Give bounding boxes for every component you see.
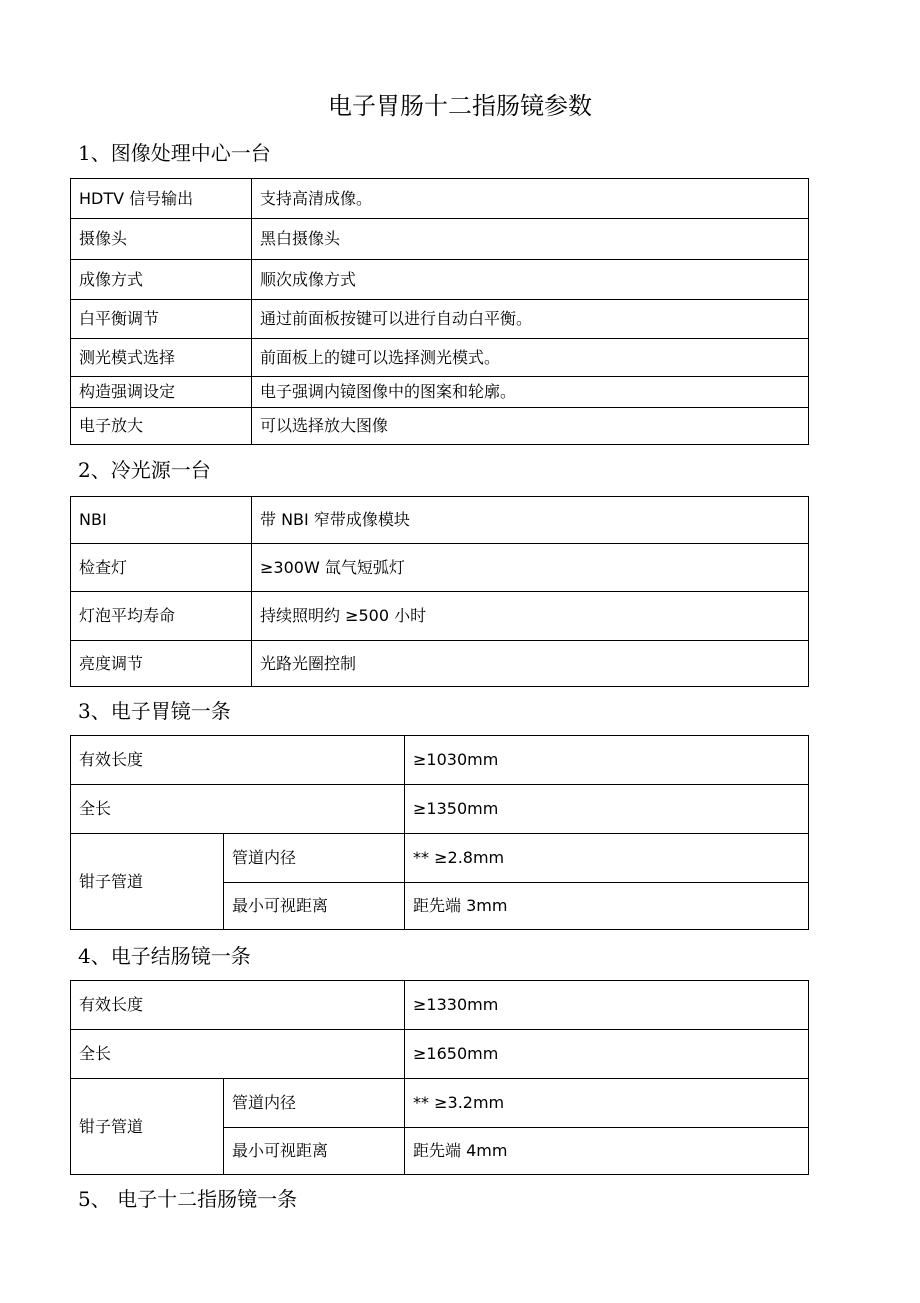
row-label: 最小可视距离 — [224, 1128, 405, 1175]
row-label: 测光模式选择 — [71, 339, 252, 377]
table-row — [71, 981, 809, 1030]
row-value: ≥1650mm — [405, 1030, 809, 1079]
table-row — [71, 300, 809, 339]
row-label: 电子放大 — [71, 408, 252, 445]
row-label: HDTV 信号输出 — [71, 179, 252, 219]
row-label: 灯泡平均寿命 — [71, 592, 252, 641]
page-title: 电子胃肠十二指肠镜参数 — [328, 92, 592, 120]
table-row — [71, 1079, 809, 1128]
row-value: 光路光圈控制 — [252, 641, 809, 687]
section-2-heading: 2、冷光源一台 — [78, 458, 211, 482]
row-label: 构造强调设定 — [71, 377, 252, 408]
row-value: ≥1330mm — [405, 981, 809, 1030]
row-value: ** ≥3.2mm — [405, 1079, 809, 1128]
section-1-table — [70, 178, 809, 445]
table-row — [71, 736, 809, 785]
row-value: 距先端 3mm — [405, 883, 809, 930]
section-1-heading: 1、图像处理中心一台 — [78, 141, 271, 165]
row-label: 全长 — [71, 785, 405, 834]
row-label: 检查灯 — [71, 544, 252, 592]
channel-label: 钳子管道 — [71, 1079, 224, 1175]
row-label: NBI — [71, 497, 252, 544]
table-row — [71, 377, 809, 408]
row-value: ** ≥2.8mm — [405, 834, 809, 883]
table-row — [71, 834, 809, 883]
row-label: 最小可视距离 — [224, 883, 405, 930]
table-row — [71, 408, 809, 445]
row-label: 摄像头 — [71, 219, 252, 260]
row-value: 前面板上的键可以选择测光模式。 — [252, 339, 809, 377]
row-value: 顺次成像方式 — [252, 260, 809, 300]
table-row — [71, 592, 809, 641]
row-value: 支持高清成像。 — [252, 179, 809, 219]
row-label: 亮度调节 — [71, 641, 252, 687]
channel-label: 钳子管道 — [71, 834, 224, 930]
table-row — [71, 1030, 809, 1079]
row-value: 持续照明约 ≥500 小时 — [252, 592, 809, 641]
row-label: 成像方式 — [71, 260, 252, 300]
row-value: 通过前面板按键可以进行自动白平衡。 — [252, 300, 809, 339]
section-2-table — [70, 496, 809, 687]
table-row — [71, 544, 809, 592]
row-label: 有效长度 — [71, 981, 405, 1030]
row-label: 全长 — [71, 1030, 405, 1079]
row-label: 管道内径 — [224, 1079, 405, 1128]
row-value: 可以选择放大图像 — [252, 408, 809, 445]
table-row — [71, 179, 809, 219]
table-row — [71, 260, 809, 300]
row-label: 白平衡调节 — [71, 300, 252, 339]
table-row — [71, 785, 809, 834]
row-value: ≥300W 氙气短弧灯 — [252, 544, 809, 592]
section-5-heading: 5、 电子十二指肠镜一条 — [78, 1187, 298, 1211]
section-4-table — [70, 980, 809, 1175]
table-row — [71, 339, 809, 377]
row-value: 黑白摄像头 — [252, 219, 809, 260]
row-label: 有效长度 — [71, 736, 405, 785]
row-value: 带 NBI 窄带成像模块 — [252, 497, 809, 544]
row-label: 管道内径 — [224, 834, 405, 883]
table-row — [71, 641, 809, 687]
section-3-table — [70, 735, 809, 930]
row-value: ≥1350mm — [405, 785, 809, 834]
table-row — [71, 497, 809, 544]
table-row — [71, 219, 809, 260]
row-value: 电子强调内镜图像中的图案和轮廓。 — [252, 377, 809, 408]
section-3-heading: 3、电子胃镜一条 — [78, 699, 231, 723]
row-value: 距先端 4mm — [405, 1128, 809, 1175]
row-value: ≥1030mm — [405, 736, 809, 785]
section-4-heading: 4、电子结肠镜一条 — [78, 944, 251, 968]
